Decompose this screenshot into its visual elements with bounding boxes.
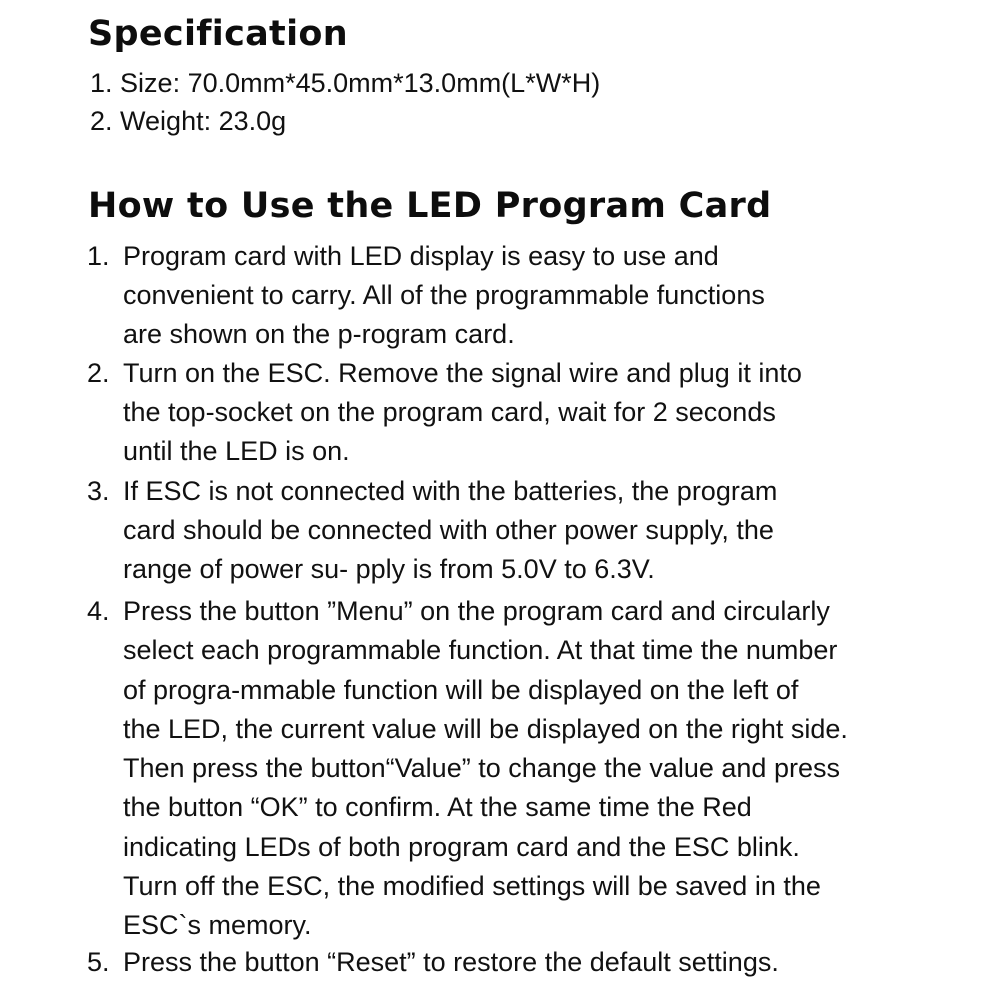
text-line: Program card with LED display is easy to use and <box>123 241 719 271</box>
howto-item-2 <box>87 354 967 471</box>
text-line: Press the button “Reset” to restore the default settings. <box>123 947 779 977</box>
spec-item-text: Weight: 23.0g <box>120 106 287 136</box>
text-line: the button “OK” to confirm. At the same time the Red <box>123 792 752 823</box>
specification-heading: Specification <box>88 14 348 54</box>
text-line: Then press the button“Value” to change the value and press <box>123 753 840 784</box>
howto-item-text <box>123 592 967 946</box>
text-line: Press the button ”Menu” on the program card and circularly <box>123 596 830 626</box>
howto-heading: How to Use the LED Program Card <box>88 186 772 226</box>
howto-item-3 <box>87 472 967 589</box>
howto-item-number: 5. <box>87 947 110 977</box>
howto-item-text <box>123 943 967 982</box>
howto-item-number: 3. <box>87 476 110 506</box>
text-line: ESC`s memory. <box>123 910 312 941</box>
howto-item-text <box>123 354 967 471</box>
text-line: are shown on the p-rogram card. <box>123 319 515 349</box>
text-line: until the LED is on. <box>123 436 350 466</box>
spec-item-number: 1. <box>90 68 113 98</box>
text-line: select each programmable function. At that time the number <box>123 635 838 666</box>
text-line: range of power su- pply is from 5.0V to 6.3V. <box>123 554 655 584</box>
howto-item-5 <box>87 943 967 982</box>
text-line: of progra-mmable function will be displayed on the left of <box>123 674 799 705</box>
spec-item-number: 2. <box>90 106 113 136</box>
text-line: convenient to carry. All of the programmable functions <box>123 280 765 310</box>
howto-item-4 <box>87 592 967 946</box>
text-line: If ESC is not connected with the batteries, the program <box>123 476 778 506</box>
spec-item-text: Size: 70.0mm*45.0mm*13.0mm(L*W*H) <box>120 68 601 98</box>
spec-item-weight <box>90 102 970 140</box>
howto-item-text <box>123 472 967 589</box>
howto-item-1 <box>87 237 967 354</box>
howto-item-number: 4. <box>87 596 110 626</box>
spec-item-size <box>90 64 970 102</box>
text-line: Turn off the ESC, the modified settings will be saved in the <box>123 871 821 902</box>
howto-item-number: 1. <box>87 241 110 271</box>
howto-item-text <box>123 237 967 354</box>
text-line: the LED, the current value will be displayed on the right side. <box>123 713 848 744</box>
text-line: the top-socket on the program card, wait for 2 seconds <box>123 397 776 427</box>
text-line: Turn on the ESC. Remove the signal wire and plug it into <box>123 358 802 388</box>
text-line: card should be connected with other power supply, the <box>123 515 774 545</box>
howto-item-number: 2. <box>87 358 110 388</box>
specification-list <box>90 64 970 140</box>
text-line: indicating LEDs of both program card and the ESC blink. <box>123 831 800 862</box>
